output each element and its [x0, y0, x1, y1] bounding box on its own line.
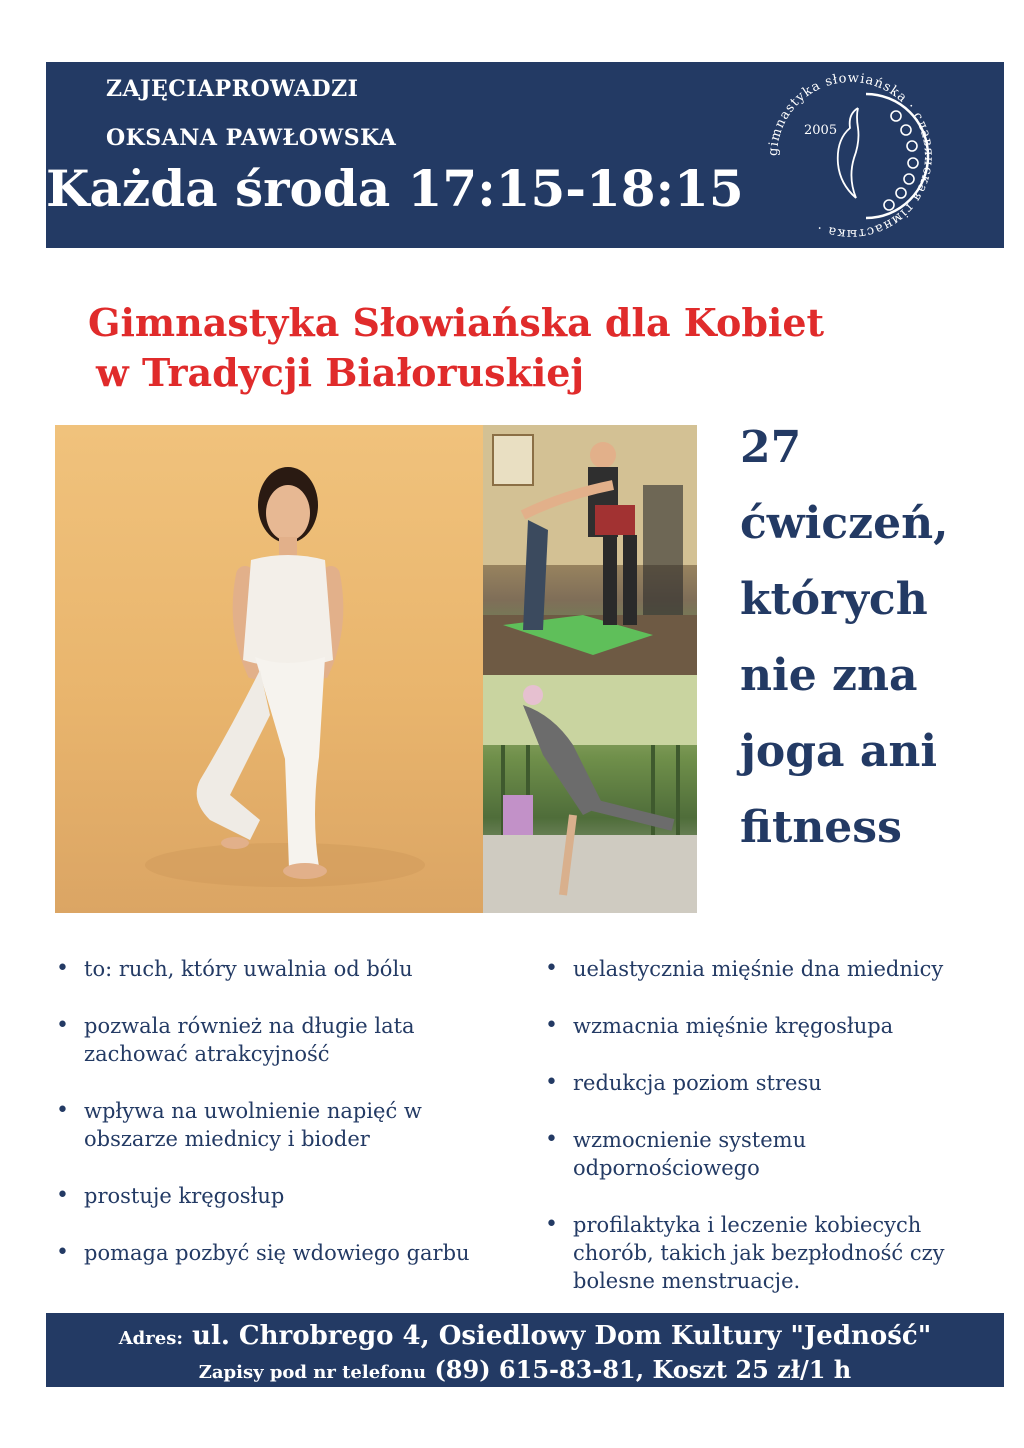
- phone-label: Zapisy pod nr telefonu: [198, 1362, 427, 1383]
- tagline: [740, 410, 990, 866]
- list-item: • wzmocnienie systemu odpornościowego: [545, 1126, 985, 1182]
- title-line-1: Gimnastyka Słowiańska dla Kobiet: [88, 300, 825, 345]
- tagline-line: 27: [740, 422, 802, 473]
- photo-woman-pose: [55, 425, 483, 913]
- photo-group-stretch: [483, 425, 697, 675]
- address-label: Adres:: [118, 1328, 183, 1349]
- address-text: ul. Chrobrego 4, Osiedlowy Dom Kultury "Jedność": [192, 1321, 932, 1351]
- header-banner: [46, 62, 1004, 248]
- list-item: • prostuje kręgosłup: [56, 1182, 496, 1210]
- gymnastics-logo: [746, 68, 956, 244]
- tagline-line: ćwiczeń,: [740, 498, 949, 549]
- list-item: • pomaga pozbyć się wdowiego garbu: [56, 1239, 496, 1267]
- list-item: • to: ruch, który uwalnia od bólu: [56, 955, 496, 983]
- tagline-line: joga ani: [740, 726, 938, 777]
- list-item: • pozwala również na długie lata zachować atrakcyjność: [56, 1012, 496, 1068]
- list-item: • redukcja poziom stresu: [545, 1069, 985, 1097]
- schedule-text: Każda środa 17:15-18:15: [46, 159, 744, 218]
- logo-year: 2005: [804, 123, 838, 138]
- svg-text:gimnastyka słowiańska · славян: [766, 71, 936, 241]
- phone-text: (89) 615-83-81, Koszt 25 zł/1 h: [434, 1355, 852, 1384]
- list-item: • wzmacnia mięśnie kręgosłupa: [545, 1012, 985, 1040]
- page-title: [88, 298, 988, 398]
- benefits-list-right: [545, 955, 985, 1324]
- contact-line: [46, 1355, 1004, 1384]
- tagline-line: nie zna: [740, 650, 918, 701]
- list-item: • uelastycznia mięśnie dna miednicy: [545, 955, 985, 983]
- photo-outdoor-elder: [483, 675, 697, 913]
- benefits-list-left: [56, 955, 496, 1296]
- tagline-line: fitness: [740, 802, 902, 853]
- list-item: • wpływa na uwolnienie napięć w obszarze miednicy i bioder: [56, 1097, 496, 1153]
- tagline-line: których: [740, 574, 928, 625]
- address-line: [46, 1321, 1004, 1351]
- instructor-name: OKSANA PAWŁOWSKA: [106, 125, 397, 151]
- footer-banner: [46, 1313, 1004, 1387]
- title-line-2: w Tradycji Białoruskiej: [96, 350, 585, 395]
- list-item: • profilaktyka i leczenie kobiecych chorób, takich jak bezpłodność czy bolesne menstruacje.: [545, 1211, 985, 1295]
- instructor-intro: ZAJĘCIAPROWADZI: [106, 76, 359, 102]
- logo-ring-text: gimnastyka słowiańska · славянская гімнастыка ·: [765, 70, 937, 242]
